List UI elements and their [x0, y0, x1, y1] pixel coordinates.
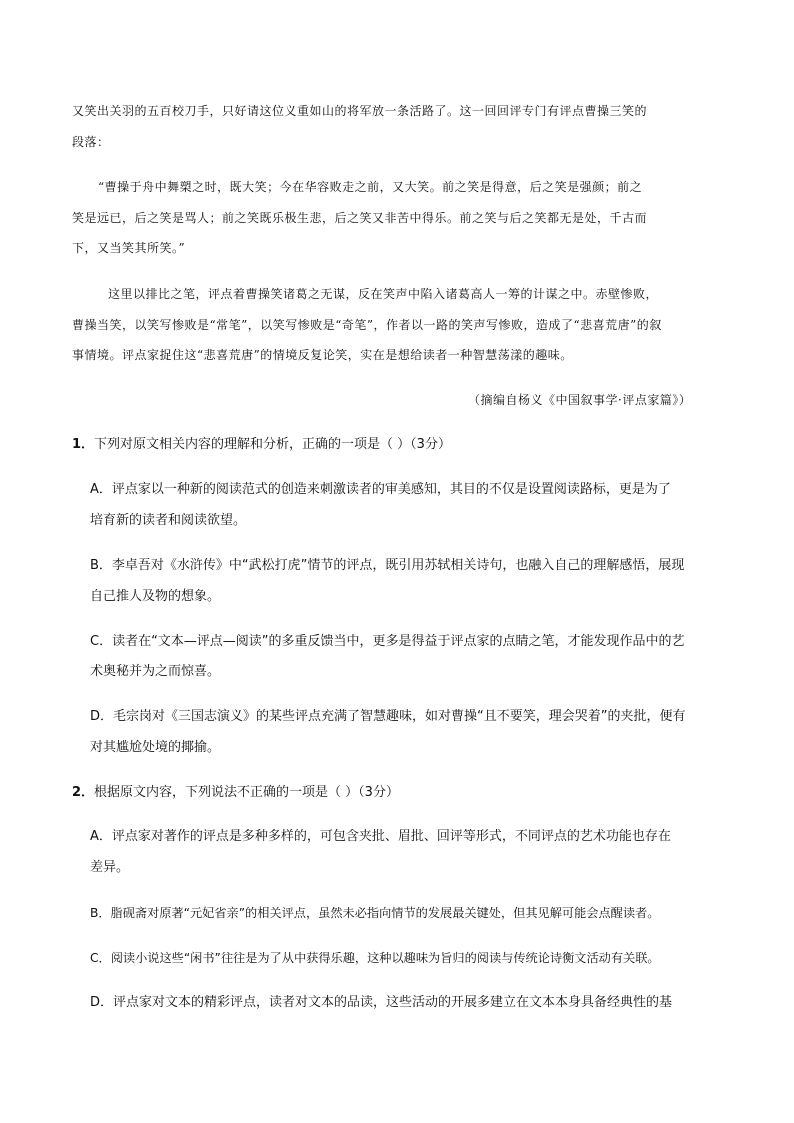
question-2-number: 2．: [72, 785, 95, 800]
question-2-option-a-line-1: A．评点家对著作的评点是多种多样的，可包含夹批、眉批、回评等形式，不同评点的艺术功能也存在: [90, 829, 671, 844]
question-2-text: 根据原文内容，下列说法不正确的一项是（ ）（3分）: [94, 785, 399, 800]
question-1-number: 1．: [72, 437, 95, 452]
passage-quote-line-3: 下，又当笑其所笑。”: [72, 241, 186, 255]
question-1-option-c-line-1: C．读者在“文本—评点—阅读”的多重反馈当中，更多是得益于评点家的点睛之笔，才能发现作品中的艺: [90, 634, 685, 649]
question-2-option-d-line-1: D．评点家对文本的精彩评点，读者对文本的品读，这些活动的开展多建立在文本本身具备经典性的基: [90, 995, 673, 1010]
question-1-option-c-line-2: 术奥秘并为之而惊喜。: [90, 664, 221, 679]
question-1-text: 下列对原文相关内容的理解和分析，正确的一项是（ ）（3分）: [94, 437, 451, 452]
passage-quote-line-2: 笑是远已，后之笑是骂人；前之笑既乐极生悲，后之笑又非苦中得乐。前之笑与后之笑都无是处，千古而: [72, 211, 648, 225]
passage-source: （摘编自杨义《中国叙事学·评点家篇》）: [468, 393, 692, 407]
question-1-option-b-line-1: B．李卓吾对《水浒传》中“武松打虎”情节的评点，既引用苏轼相关诗句，也融入自己的理解感悟，展现: [90, 558, 685, 573]
question-1-option-b-line-2: 自己推人及物的想象。: [90, 589, 221, 604]
question-1-option-d-line-2: 对其尴尬处境的揶揄。: [90, 740, 221, 755]
question-1-option-d-line-1: D．毛宗岗对《三国志演义》的某些评点充满了智慧趣味，如对曹操“且不要笑，理会哭着”的夹批，便有: [90, 709, 686, 724]
passage-p1-line-2: 段落：: [72, 135, 110, 149]
question-1-option-a-line-2: 培育新的读者和阅读欲望。: [90, 513, 247, 528]
question-2-stem: [72, 785, 399, 801]
passage-p3-line-1: 这里以排比之笔，评点着曹操笑诸葛之无谋，反在笑声中陷入诸葛高人一筹的计谋之中。赤壁惨败，: [108, 287, 659, 301]
question-1-option-a-line-1: A．评点家以一种新的阅读范式的创造来刺激读者的审美感知，其目的不仅是设置阅读路标，更是为了: [90, 482, 671, 497]
question-2-option-c: C．阅读小说这些“闲书”往往是为了从中获得乐趣，这种以趣味为旨归的阅读与传统论诗衡文活动有关联。: [90, 951, 660, 965]
passage-quote-line-1: “曹操于舟中舞槊之时，既大笑；今在华容败走之前，又大笑。前之笑是得意，后之笑是强颜；前之: [98, 180, 643, 194]
question-2-option-a-line-2: 差异。: [90, 860, 130, 875]
passage-p3-line-2: 曹操当笑，以笑写惨败是“常笔”，以笑写惨败是“奇笔”，作者以一路的笑声写惨败，造成了“悲喜荒唐”的叙: [72, 318, 662, 332]
question-2-option-b: B．脂砚斋对原著“元妃省亲”的相关评点，虽然未必指向情节的发展最关键处，但其见解可能会点醒读者。: [90, 906, 660, 920]
question-1-stem: [72, 437, 451, 453]
passage-p3-line-3: 事情境。评点家捉住这“悲喜荒唐”的情境反复论笑，实在是想给读者一种智慧荡漾的趣味。: [72, 348, 573, 362]
passage-p1-line-1: 又笑出关羽的五百校刀手，只好请这位义重如山的将军放一条活路了。这一回回评专门有评点曹操三笑的: [72, 104, 648, 118]
